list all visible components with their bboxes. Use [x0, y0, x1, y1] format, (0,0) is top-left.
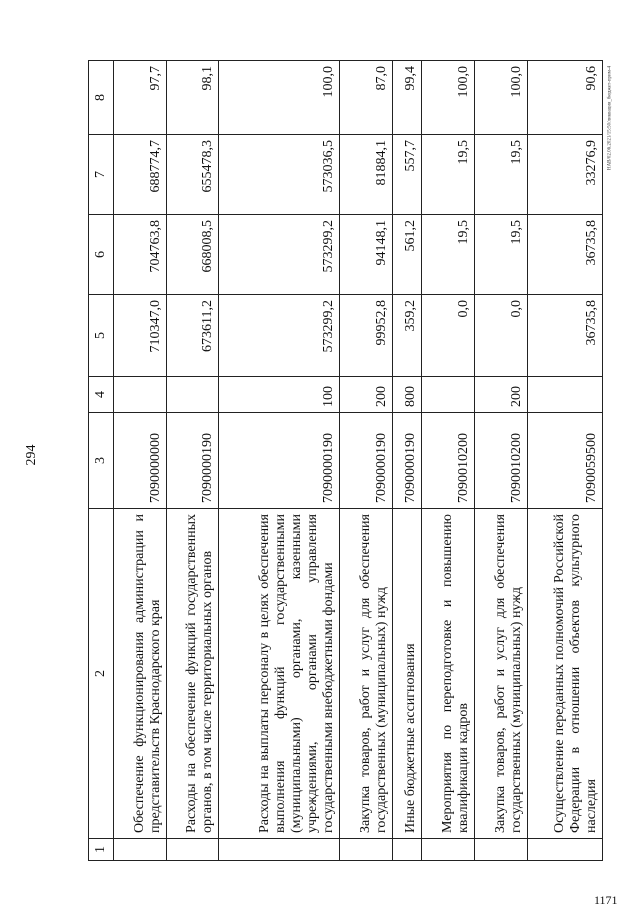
table-row [475, 61, 528, 861]
table-row [527, 61, 602, 861]
footer-page-number: 1171 [594, 893, 618, 907]
column-header: 6 [89, 215, 114, 295]
value-cell: 561,2 [392, 215, 422, 295]
value-cell: 19,5 [422, 135, 475, 215]
target-code-cell: 7090010200 [475, 413, 528, 509]
column-header: 7 [89, 135, 114, 215]
value-cell: 688774,7 [114, 135, 167, 215]
percent-cell: 87,0 [340, 61, 393, 135]
column-header: 2 [89, 509, 114, 839]
description-cell: Закупка товаров, работ и услуг для обеспечения государственных (муниципальных) нужд [475, 509, 528, 839]
expense-type-cell: 100 [219, 377, 340, 413]
column-header: 5 [89, 295, 114, 377]
column-header: 8 [89, 61, 114, 135]
margin-note: НАВ/02.06.2021/15:50/ликвация_бюджет-прим-4 [607, 65, 613, 171]
target-code-cell: 7090000190 [219, 413, 340, 509]
expense-type-cell [114, 377, 167, 413]
target-code-cell: 7090000000 [114, 413, 167, 509]
value-cell: 573299,2 [219, 215, 340, 295]
table-row [219, 61, 340, 861]
page-number: 294 [24, 444, 39, 466]
percent-cell: 100,0 [422, 61, 475, 135]
table-row [392, 61, 422, 861]
description-cell: Обеспечение функционирования администрации и представительств Краснодарского края [114, 509, 167, 839]
value-cell: 359,2 [392, 295, 422, 377]
row-number-cell [527, 839, 602, 861]
value-cell: 94148,1 [340, 215, 393, 295]
table-row [166, 61, 219, 861]
table-row [422, 61, 475, 861]
value-cell: 19,5 [475, 215, 528, 295]
row-number-cell [114, 839, 167, 861]
value-cell: 19,5 [475, 135, 528, 215]
expense-type-cell: 200 [340, 377, 393, 413]
description-cell: Иные бюджетные ассигнования [392, 509, 422, 839]
table-row [340, 61, 393, 861]
value-cell: 573036,5 [219, 135, 340, 215]
description-cell: Закупка товаров, работ и услуг для обеспечения государственных (муниципальных) нужд [340, 509, 393, 839]
target-code-cell: 7090000190 [166, 413, 219, 509]
expense-type-cell [527, 377, 602, 413]
column-header: 1 [89, 839, 114, 861]
description-cell: Расходы на выплаты персоналу в целях обеспечения выполнения функций государственными (муниципальными) органами, казенными учреждениями, органами управления государственными внебюджетными фондами [219, 509, 340, 839]
table-row [114, 61, 167, 861]
target-code-cell: 7090010200 [422, 413, 475, 509]
budget-table [88, 60, 603, 861]
column-header: 4 [89, 377, 114, 413]
percent-cell: 98,1 [166, 61, 219, 135]
value-cell: 0,0 [475, 295, 528, 377]
value-cell: 668008,5 [166, 215, 219, 295]
value-cell: 573299,2 [219, 295, 340, 377]
value-cell: 557,7 [392, 135, 422, 215]
value-cell: 710347,0 [114, 295, 167, 377]
target-code-cell: 7090000190 [392, 413, 422, 509]
expense-type-cell: 200 [475, 377, 528, 413]
percent-cell: 90,6 [527, 61, 602, 135]
budget-table-wrapper [88, 61, 603, 861]
description-cell: Расходы на обеспечение функций государственных органов, в том числе территориальных органов [166, 509, 219, 839]
table-header-row [89, 61, 114, 861]
row-number-cell [422, 839, 475, 861]
description-cell: Осуществление переданных полномочий Российской Федерации в отношении объектов культурного наследия [527, 509, 602, 839]
expense-type-cell [166, 377, 219, 413]
target-code-cell: 7090059500 [527, 413, 602, 509]
expense-type-cell [422, 377, 475, 413]
value-cell: 655478,3 [166, 135, 219, 215]
value-cell: 99952,8 [340, 295, 393, 377]
row-number-cell [166, 839, 219, 861]
target-code-cell: 7090000190 [340, 413, 393, 509]
row-number-cell [219, 839, 340, 861]
value-cell: 704763,8 [114, 215, 167, 295]
percent-cell: 97,7 [114, 61, 167, 135]
value-cell: 36735,8 [527, 215, 602, 295]
column-header: 3 [89, 413, 114, 509]
value-cell: 0,0 [422, 295, 475, 377]
value-cell: 673611,2 [166, 295, 219, 377]
row-number-cell [475, 839, 528, 861]
value-cell: 19,5 [422, 215, 475, 295]
value-cell: 33276,9 [527, 135, 602, 215]
expense-type-cell: 800 [392, 377, 422, 413]
percent-cell: 100,0 [475, 61, 528, 135]
row-number-cell [392, 839, 422, 861]
percent-cell: 100,0 [219, 61, 340, 135]
value-cell: 36735,8 [527, 295, 602, 377]
description-cell: Мероприятия по переподготовке и повышению квалификации кадров [422, 509, 475, 839]
percent-cell: 99,4 [392, 61, 422, 135]
row-number-cell [340, 839, 393, 861]
value-cell: 81884,1 [340, 135, 393, 215]
